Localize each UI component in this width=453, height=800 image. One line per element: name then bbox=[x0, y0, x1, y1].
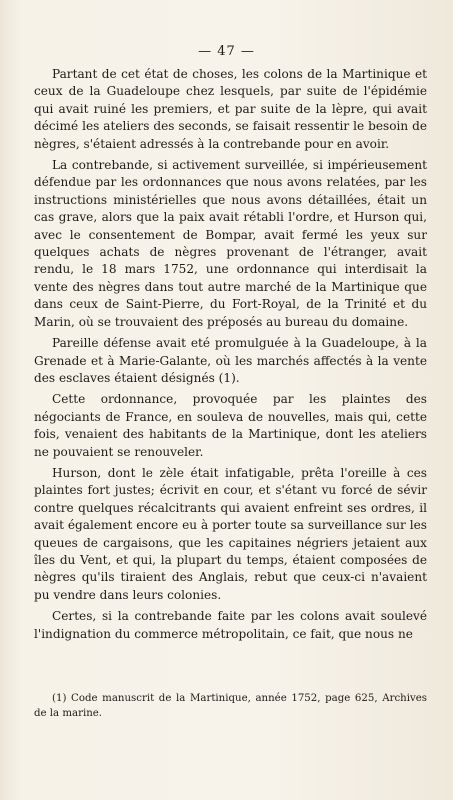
paragraph-5: Hurson, dont le zèle était infatigable, prêta l'oreille à ces plaintes fort justes; écrivit en cour, et s'étant vu forcé de sévir contre quelques récalcitrants qui avaient enfreint ses ordres, il avait également encore eu à porter toute sa surveillance sur les queues de cargaisons, que les capitaines négriers jetaient aux îles du Vent, et qui, la plupart du temps, étaient composées de nègres qu'ils tiraient des Anglais, rebut que ceux-ci n'avaient pu vendre dans leurs colonies. bbox=[34, 465, 427, 602]
paragraph-6: Certes, si la contrebande faite par les colons avait soulevé l'indignation du commerce métropolitain, ce fait, que nous ne bbox=[34, 609, 427, 641]
paragraph-1: Partant de cet état de choses, les colons de la Martinique et ceux de la Guadeloupe chez lesquels, par suite de l'épidémie qui avait ruiné les premiers, et par suite de la lèpre, qui avait décimé les ateliers des seconds, se faisait ressentir le besoin de nègres, s'étaient adressés à la contrebande pour en avoir. bbox=[34, 67, 427, 151]
page-number: — 47 — bbox=[198, 44, 255, 59]
paragraph-3: Pareille défense avait eté promulguée à la Guadeloupe, à la Grenade et à Marie-Galante, où les marchés affectés à la vente des esclaves étaient désignés (1). bbox=[34, 336, 427, 385]
body-text bbox=[34, 66, 427, 647]
footnote: (1) Code manuscrit de la Martinique, année 1752, page 625, Archives de la marine. bbox=[34, 693, 427, 719]
paragraph-4: Cette ordonnance, provoquée par les plaintes des négociants de France, en souleva de nouvelles, mais qui, cette fois, venaient des habitants de la Martinique, dont les ateliers ne pouvaient se renouveler. bbox=[34, 392, 427, 459]
paragraph-2: La contrebande, si activement surveillée, si impérieusement défendue par les ordonnances que nous avons relatées, par les instructions ministérielles que nous avons détaillées, était un cas grave, alors que la paix avait rétabli l'ordre, et Hurson qui, avec le consentement de Bompar, avait fermé les yeux sur quelques achats de nègres provenant de l'étranger, avait rendu, le 18 mars 1752, une ordonnance qui interdisait la vente des nègres dans tout autre marché de la Martinique que dans ceux de Saint-Pierre, du Fort-Royal, de la Trinité et du Marin, où se trouvaient des préposés au bureau du domaine. bbox=[34, 158, 427, 329]
